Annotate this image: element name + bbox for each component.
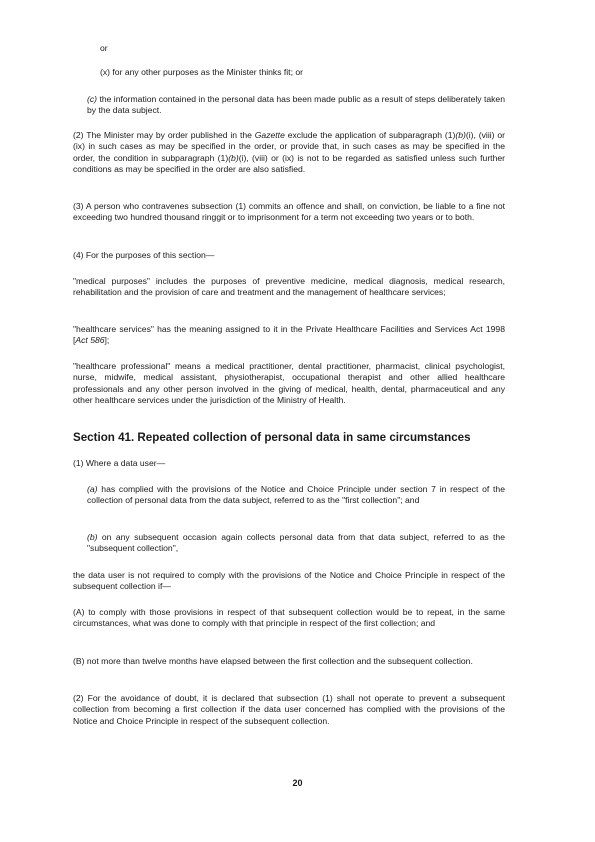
s2-part-c: (i), (viii) or (ix) in such cases as may be specified in the order, or provide that, in such cases as may be specified in the order, the condition in subparagraph (1) bbox=[73, 130, 505, 163]
item-a-text: has complied with the provisions of the Notice and Choice Principle under section 7 in respect of the collection of personal data from the data subject, referred to as the "first collection"; and bbox=[87, 484, 505, 506]
def-hs-part-a: "healthcare services" has the meaning assigned to it in the Private Healthcare Facilities and Services Act 1998 [ bbox=[73, 324, 505, 346]
item-a-label: (a) bbox=[87, 484, 98, 494]
subsection-3: (3) A person who contravenes subsection (1) commits an offence and shall, on conviction, be liable to a fine not exceeding two hundred thousand ringgit or to imprisonment for a term not exceeding two years or to both. bbox=[73, 201, 505, 223]
item-c bbox=[87, 94, 505, 117]
s2-gazette: Gazette bbox=[254, 130, 285, 140]
s2-part-b-italic: (b) bbox=[455, 130, 466, 140]
section-heading: Section 41. Repeated collection of personal data in same circumstances bbox=[73, 431, 471, 444]
s2-part-d: (i), (viii) or (ix) is not to be regarded as satisfied unless such further conditions as may be specified in the order are also satisfied. bbox=[73, 152, 505, 174]
s2-part-c-italic: (b) bbox=[228, 152, 239, 163]
definition-medical-purposes: "medical purposes" includes the purposes of preventive medicine, medical diagnosis, medical research, rehabilitation and the provision of care and treatment and the management of healthcare services; bbox=[73, 276, 505, 298]
def-hs-act: Act 586 bbox=[75, 335, 105, 346]
item-A: (A) to comply with those provisions in respect of that subsequent collection would be to repeat, in the same circumstances, what was done to comply with that principle in respect of the first collection; and bbox=[73, 607, 505, 629]
item-c-label: (c) bbox=[87, 94, 98, 104]
item-x: (x) for any other purposes as the Minister thinks fit; or bbox=[100, 67, 303, 77]
s41-subsection-2: (2) For the avoidance of doubt, it is declared that subsection (1) shall not operate to prevent a subsequent collection from becoming a first collection if the data user concerned has complied with the provisions of the Notice and Choice Principle in respect of the subsequent collection. bbox=[73, 693, 505, 726]
not-required-clause: the data user is not required to comply with the provisions of the Notice and Choice Principle in respect of the subsequent collection if— bbox=[73, 570, 505, 592]
item-b-label: (b) bbox=[87, 532, 98, 542]
s2-part-b: exclude the application of subparagraph (1) bbox=[284, 130, 456, 140]
subsection-4: (4) For the purposes of this section— bbox=[73, 250, 215, 260]
item-a bbox=[87, 484, 505, 507]
item-b-text: on any subsequent occasion again collects personal data from that data subject, referred to as the "subsequent collection", bbox=[87, 532, 505, 554]
item-c-text: the information contained in the personal data has been made public as a result of steps deliberately taken by the data subject. bbox=[87, 94, 505, 116]
definition-healthcare-services bbox=[73, 324, 505, 347]
definition-healthcare-professional: "healthcare professional" means a medical practitioner, dental practitioner, pharmacist, clinical psychologist, nurse, midwife, medical assistant, physiotherapist, occupational therapist and other allied healthcare professionals and any other person involved in the giving of medical, health, dental, pharmaceutical and any other healthcare services under the jurisdiction of the Ministry of Health. bbox=[73, 361, 505, 405]
def-hs-part-b: ]; bbox=[104, 335, 110, 346]
page-number: 20 bbox=[292, 778, 303, 788]
s41-subsection-1: (1) Where a data user— bbox=[73, 458, 166, 468]
item-B: (B) not more than twelve months have elapsed between the first collection and the subsequent collection. bbox=[73, 656, 473, 666]
subsection-2 bbox=[73, 130, 505, 175]
item-b bbox=[87, 532, 505, 555]
s2-part-a: (2) The Minister may by order published in the bbox=[73, 130, 255, 140]
text-or: or bbox=[100, 43, 108, 53]
